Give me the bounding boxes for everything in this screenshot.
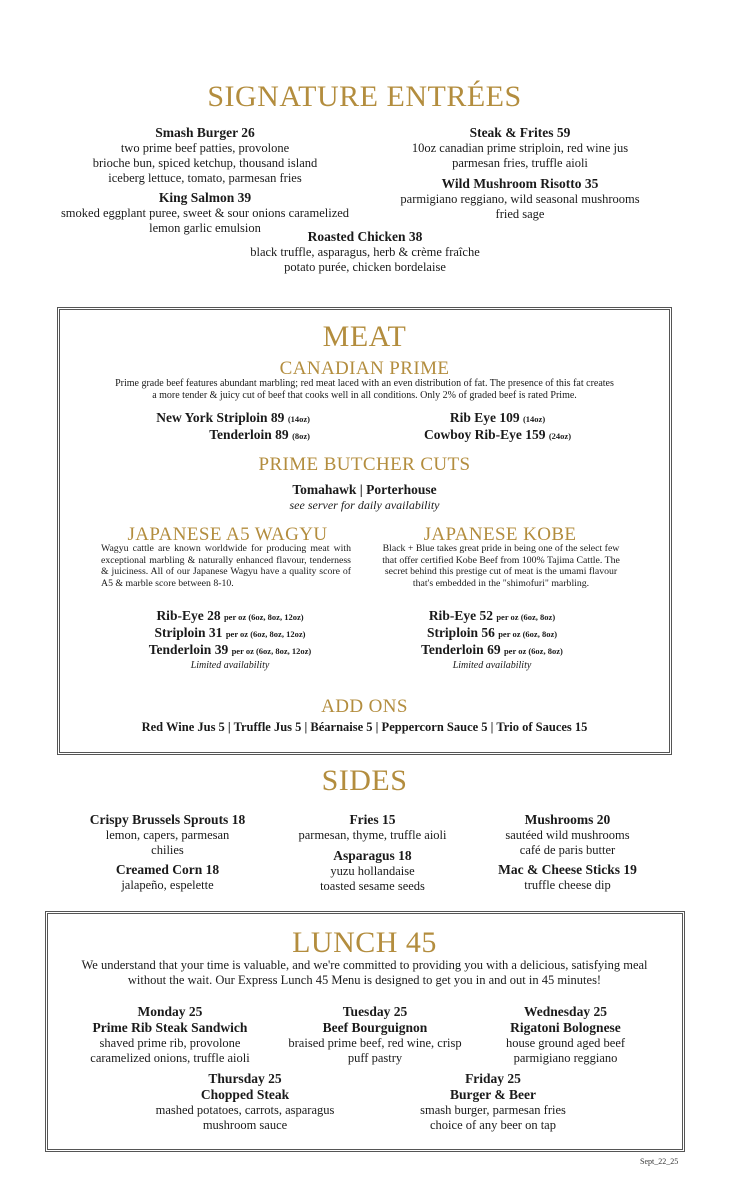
item-desc: chilies <box>151 843 184 857</box>
item-desc: puff pastry <box>347 1051 403 1065</box>
item-desc: jalapeño, espelette <box>121 878 214 892</box>
menu-item-steak-frites <box>370 125 670 171</box>
list-item <box>130 410 310 427</box>
side-creamed-corn <box>70 862 265 893</box>
cut-size: per oz (6oz, 8oz, 12oz) <box>231 646 312 656</box>
side-asparagus <box>280 848 465 894</box>
item-name: Roasted Chicken 38 <box>307 229 423 244</box>
item-desc: fried sage <box>495 207 545 221</box>
item-desc: mashed potatoes, carrots, asparagus <box>155 1103 335 1117</box>
canadian-right-list <box>385 410 610 444</box>
item-name: Fries 15 <box>349 812 396 827</box>
cut-size: per oz (6oz, 8oz, 12oz) <box>223 612 304 622</box>
list-item <box>130 427 310 444</box>
desc-line: Black + Blue takes great pride in being one of the select few <box>382 543 620 554</box>
side-brussels <box>70 812 265 858</box>
lunch-dish: Rigatoni Bolognese <box>510 1020 621 1035</box>
cut-name: Striploin 31 <box>154 625 223 640</box>
list-item <box>115 625 345 642</box>
item-name: King Salmon 39 <box>158 190 252 205</box>
desc-line: that offer certified Kobe Beef from 100% Tajima Cattle. The <box>382 554 620 566</box>
lunch-day: Thursday 25 <box>208 1071 282 1086</box>
item-desc: potato purée, chicken bordelaise <box>284 260 446 274</box>
kobe-title: JAPANESE KOBE <box>423 524 577 545</box>
cut-name: Rib Eye 109 <box>449 410 520 425</box>
lunch-wednesday <box>478 1004 653 1066</box>
item-desc: two prime beef patties, provolone <box>120 141 290 155</box>
wagyu-list <box>115 608 345 673</box>
lunch-day: Monday 25 <box>137 1004 203 1019</box>
intro-line: without the wait. Our Express Lunch 45 Menu is designed to get you in and out in 45 minutes! <box>127 973 602 987</box>
desc-line: that's embedded in the "shimofuri" marbling. <box>412 577 590 589</box>
item-desc: parmesan, thyme, truffle aioli <box>298 828 447 842</box>
item-name: Smash Burger 26 <box>155 125 255 140</box>
lunch-dish: Chopped Steak <box>200 1087 290 1102</box>
kobe-list <box>382 608 602 673</box>
item-desc: toasted sesame seeds <box>320 879 425 893</box>
lunch-dish: Beef Bourguignon <box>322 1020 428 1035</box>
butcher-note: see server for daily availability <box>289 498 440 512</box>
list-item <box>115 608 345 625</box>
item-name: Mushrooms 20 <box>524 812 611 827</box>
item-desc: iceberg lettuce, tomato, parmesan fries <box>108 171 302 185</box>
desc-line: Prime grade beef features abundant marbling; red meat laced with an even distribution of fat. The presence of this fat creates <box>115 378 614 389</box>
cut-name: Rib-Eye 28 <box>156 608 221 623</box>
cut-size: per oz (6oz, 8oz, 12oz) <box>225 629 306 639</box>
list-item <box>382 642 602 659</box>
butcher-line: Tomahawk | Porterhouse <box>292 482 437 497</box>
list-item <box>385 427 610 444</box>
item-name: Wild Mushroom Risotto 35 <box>441 176 599 191</box>
item-name: Mac & Cheese Sticks 19 <box>498 862 637 877</box>
meat-title: MEAT <box>322 320 407 353</box>
canadian-prime-desc <box>60 378 669 402</box>
butcher-cuts-title: PRIME BUTCHER CUTS <box>258 454 471 475</box>
item-desc: house ground aged beef <box>505 1036 626 1050</box>
signature-title: SIGNATURE ENTRÉES <box>207 80 522 113</box>
list-item <box>382 625 602 642</box>
item-desc: lemon, capers, parmesan <box>105 828 230 842</box>
lunch-monday <box>75 1004 265 1066</box>
item-desc: braised prime beef, red wine, crisp <box>288 1036 462 1050</box>
side-mac-cheese <box>475 862 660 893</box>
lunch-dish: Prime Rib Steak Sandwich <box>92 1020 248 1035</box>
item-desc: smoked eggplant puree, sweet & sour onions caramelized <box>60 206 350 220</box>
cut-size: per oz (6oz, 8oz) <box>496 612 556 622</box>
desc-line: a more tender & juicy cut of beef that cooks well in all conditions. Only 2% of graded beef is rated Prime. <box>152 390 577 401</box>
lunch-day: Tuesday 25 <box>342 1004 408 1019</box>
sides-title: SIDES <box>321 764 408 797</box>
cut-size: (24oz) <box>548 431 572 441</box>
cut-name: Rib-Eye 52 <box>428 608 493 623</box>
item-name: Asparagus 18 <box>333 848 412 863</box>
lunch-tuesday <box>275 1004 475 1066</box>
footer-code: Sept_22_25 <box>640 1157 679 1166</box>
item-desc: parmigiano reggiano <box>513 1051 618 1065</box>
item-desc: choice of any beer on tap <box>430 1118 556 1132</box>
item-desc: caramelized onions, truffle aioli <box>90 1051 250 1065</box>
lunch-thursday <box>140 1071 350 1133</box>
list-item <box>382 608 602 625</box>
butcher-cuts <box>0 482 729 513</box>
item-desc: shaved prime rib, provolone <box>99 1036 241 1050</box>
menu-item-roasted-chicken <box>205 229 525 275</box>
lunch-dish: Burger & Beer <box>450 1087 536 1102</box>
availability-note: Limited availability <box>190 660 270 671</box>
desc-line: secret behind this prestige cut of meat is the umami flavour <box>384 566 618 577</box>
lunch-friday <box>398 1071 588 1133</box>
cut-name: Tenderloin 89 <box>209 427 289 442</box>
lunch-day: Friday 25 <box>465 1071 521 1086</box>
wagyu-desc: Wagyu cattle are known worldwide for producing meat with exceptional marbling & naturally enhanced flavour, tenderness & juiciness. All of our Japanese Wagyu have a quality score of A5 & marble score between 8-10. <box>101 543 351 589</box>
item-desc: 10oz canadian prime striploin, red wine jus <box>411 141 629 155</box>
item-desc: parmesan fries, truffle aioli <box>452 156 588 170</box>
availability-note: Limited availability <box>452 660 532 671</box>
cut-size: (8oz) <box>292 431 310 441</box>
item-desc: parmigiano reggiano, wild seasonal mushrooms <box>400 192 640 206</box>
cut-name: Tenderloin 69 <box>421 642 501 657</box>
side-mushrooms <box>475 812 660 858</box>
lunch-intro <box>50 958 679 988</box>
cut-name: Striploin 56 <box>426 625 495 640</box>
item-desc: smash burger, parmesan fries <box>420 1103 566 1117</box>
kobe-desc <box>368 543 634 589</box>
item-name: Crispy Brussels Sprouts 18 <box>89 812 246 827</box>
item-desc: mushroom sauce <box>202 1118 288 1132</box>
list-item <box>385 410 610 427</box>
lunch-title: LUNCH 45 <box>292 926 437 959</box>
intro-line: We understand that your time is valuable, and we're committed to providing you with a delicious, satisfying meal <box>81 958 648 972</box>
lunch-day: Wednesday 25 <box>524 1004 607 1019</box>
canadian-left-list <box>130 410 310 444</box>
list-item <box>115 642 345 659</box>
canadian-prime-title: CANADIAN PRIME <box>279 358 450 379</box>
item-desc: lemon garlic emulsion <box>149 221 261 235</box>
cut-size: (14oz) <box>522 414 546 424</box>
cut-size: per oz (6oz, 8oz) <box>498 629 558 639</box>
cut-size: per oz (6oz, 8oz) <box>503 646 563 656</box>
item-desc: sautéed wild mushrooms <box>505 828 630 842</box>
cut-size: (14oz) <box>287 414 310 424</box>
item-desc: brioche bun, spiced ketchup, thousand island <box>92 156 318 170</box>
menu-item-smash-burger <box>55 125 355 186</box>
menu-item-risotto <box>370 176 670 222</box>
item-desc: café de paris butter <box>519 843 616 857</box>
item-desc: truffle cheese dip <box>524 878 611 892</box>
item-name: Steak & Frites 59 <box>469 125 571 140</box>
item-desc: black truffle, asparagus, herb & crème fraîche <box>250 245 480 259</box>
wagyu-title: JAPANESE A5 WAGYU <box>127 524 328 545</box>
item-desc: yuzu hollandaise <box>330 864 415 878</box>
addons-title: ADD ONS <box>321 696 408 717</box>
cut-name: Tenderloin 39 <box>148 642 229 657</box>
cut-name: New York Striploin 89 <box>156 410 285 425</box>
side-fries <box>280 812 465 843</box>
item-name: Creamed Corn 18 <box>115 862 220 877</box>
addons-line: Red Wine Jus 5 | Truffle Jus 5 | Béarnaise 5 | Peppercorn Sauce 5 | Trio of Sauces 15 <box>141 720 588 734</box>
cut-name: Cowboy Rib-Eye 159 <box>423 427 546 442</box>
